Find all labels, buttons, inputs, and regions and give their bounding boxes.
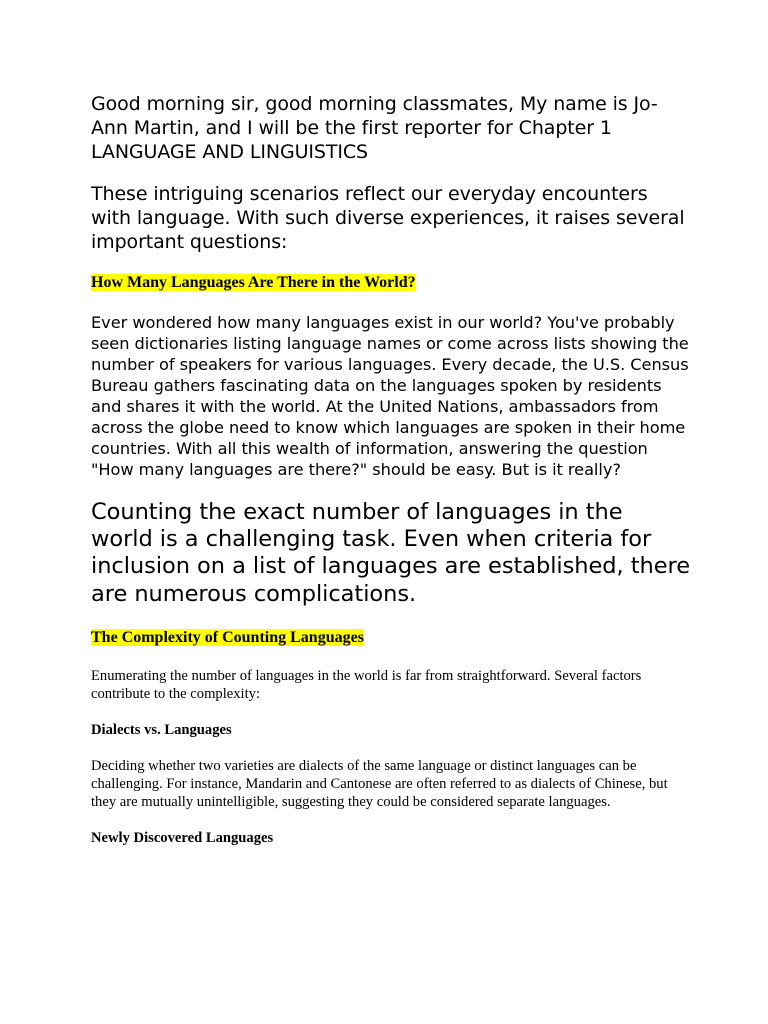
body-paragraph-languages: Ever wondered how many languages exist in our world? You've probably seen dictionaries listing language names or come across lists showing the number of speakers for various languages. Every decade, the U.S. Census Bureau gathers fascinating data on the languages spoken by residents and shares it with the world. At the United Nations, ambassadors from across the globe need to know which languages are spoken in their home countries. With all this wealth of information, answering the question "How many languages are there?" should be easy. But is it really?	[91, 312, 689, 479]
heading-complexity-text: The Complexity of Counting Languages	[91, 628, 364, 646]
counting-paragraph: Counting the exact number of languages in the world is a challenging task. Even when criteria for inclusion on a list of languages are established, there are numerous complications.	[91, 498, 691, 607]
intro-paragraph: Good morning sir, good morning classmates, My name is Jo-Ann Martin, and I will be the first reporter for Chapter 1 LANGUAGE AND LINGUISTICS	[91, 93, 658, 164]
heading-complexity	[91, 629, 691, 647]
document-page	[91, 92, 691, 865]
body-paragraph-dialects: Deciding whether two varieties are dialects of the same language or distinct languages can be challenging. For instance, Mandarin and Cantonese are often referred to as dialects of Chinese, but they are mutually unintelligible, suggesting they could be considered separate languages.	[91, 757, 668, 810]
scenarios-paragraph: These intriguing scenarios reflect our everyday encounters with language. With such diverse experiences, it raises several important questions:	[91, 182, 685, 253]
heading-how-many-languages	[91, 274, 691, 292]
body-paragraph-enumerating: Enumerating the number of languages in the world is far from straightforward. Several factors contribute to the complexity:	[91, 667, 642, 702]
subheading-dialects: Dialects vs. Languages	[91, 721, 232, 738]
heading-how-many-languages-text: How Many Languages Are There in the World?	[91, 273, 416, 291]
subheading-newly-discovered: Newly Discovered Languages	[91, 829, 274, 846]
